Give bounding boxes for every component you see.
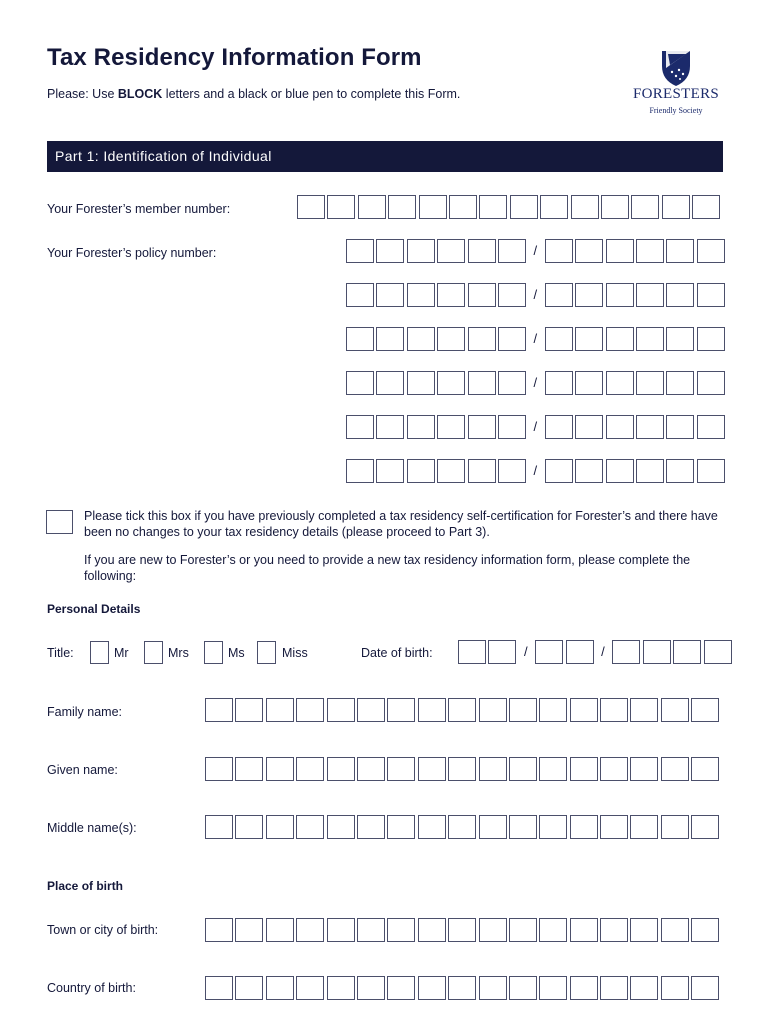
character-box[interactable] [327, 918, 355, 942]
policy-number-box[interactable] [376, 327, 404, 351]
policy-number-row[interactable] [346, 415, 727, 439]
policy-number-row[interactable] [346, 327, 727, 351]
policy-number-box[interactable] [606, 459, 634, 483]
policy-number-label: Your Forester’s policy number: [47, 246, 217, 260]
separator-slash: / [601, 644, 605, 659]
member-number-box[interactable] [631, 195, 659, 219]
policy-number-row[interactable] [346, 283, 727, 307]
character-box[interactable] [539, 698, 567, 722]
character-box[interactable] [691, 918, 719, 942]
character-box[interactable] [357, 815, 385, 839]
member-number-box[interactable] [479, 195, 507, 219]
member-number-box[interactable] [692, 195, 720, 219]
character-box[interactable] [509, 698, 537, 722]
policy-number-box[interactable] [545, 327, 573, 351]
character-box[interactable] [630, 698, 658, 722]
policy-number-box[interactable] [407, 239, 435, 263]
policy-number-box[interactable] [407, 459, 435, 483]
personal-details-heading: Personal Details [47, 602, 141, 616]
policy-number-box[interactable] [575, 283, 603, 307]
country-boxes[interactable] [205, 976, 722, 1000]
character-box[interactable] [479, 815, 507, 839]
policy-number-box[interactable] [636, 371, 664, 395]
character-box[interactable] [387, 698, 415, 722]
member-number-box[interactable] [510, 195, 538, 219]
character-box[interactable] [600, 918, 628, 942]
policy-number-box[interactable] [407, 415, 435, 439]
policy-number-box[interactable] [376, 283, 404, 307]
town-label: Town or city of birth: [47, 923, 159, 937]
policy-number-box[interactable] [666, 327, 694, 351]
shield-icon [626, 48, 726, 88]
character-box[interactable] [509, 976, 537, 1000]
policy-number-box[interactable] [575, 239, 603, 263]
policy-number-box[interactable] [437, 327, 465, 351]
policy-number-box[interactable] [346, 459, 374, 483]
dob-boxes[interactable] [458, 640, 734, 664]
title-label: Title: [47, 646, 74, 660]
policy-number-box[interactable] [376, 459, 404, 483]
character-box[interactable] [691, 976, 719, 1000]
character-box[interactable] [661, 698, 689, 722]
title-mr-checkbox[interactable] [90, 641, 109, 664]
policy-number-box[interactable] [575, 371, 603, 395]
country-label: Country of birth: [47, 981, 136, 995]
character-box[interactable] [570, 815, 598, 839]
separator-slash: / [533, 287, 538, 302]
dob-year-box[interactable] [643, 640, 671, 664]
policy-number-box[interactable] [697, 415, 725, 439]
character-box[interactable] [266, 976, 294, 1000]
title-ms-checkbox[interactable] [204, 641, 223, 664]
dob-day-box[interactable] [488, 640, 516, 664]
character-box[interactable] [296, 918, 324, 942]
policy-number-box[interactable] [666, 459, 694, 483]
character-box[interactable] [600, 976, 628, 1000]
character-box[interactable] [235, 698, 263, 722]
member-number-box[interactable] [601, 195, 629, 219]
character-box[interactable] [387, 976, 415, 1000]
policy-number-box[interactable] [666, 239, 694, 263]
character-box[interactable] [630, 918, 658, 942]
policy-number-box[interactable] [575, 415, 603, 439]
policy-number-box[interactable] [606, 283, 634, 307]
member-number-box[interactable] [297, 195, 325, 219]
character-box[interactable] [509, 815, 537, 839]
policy-number-box[interactable] [468, 239, 496, 263]
character-box[interactable] [570, 698, 598, 722]
character-box[interactable] [205, 698, 233, 722]
separator-slash: / [523, 644, 528, 659]
character-box[interactable] [448, 757, 476, 781]
character-box[interactable] [630, 815, 658, 839]
member-number-boxes[interactable] [297, 195, 722, 219]
member-number-box[interactable] [571, 195, 599, 219]
character-box[interactable] [539, 976, 567, 1000]
policy-number-box[interactable] [468, 415, 496, 439]
character-box[interactable] [418, 815, 446, 839]
policy-number-box[interactable] [468, 327, 496, 351]
member-number-box[interactable] [358, 195, 386, 219]
policy-number-box[interactable] [437, 239, 465, 263]
policy-number-box[interactable] [468, 283, 496, 307]
character-box[interactable] [266, 698, 294, 722]
policy-number-box[interactable] [697, 371, 725, 395]
character-box[interactable] [387, 757, 415, 781]
dob-month-box[interactable] [535, 640, 563, 664]
separator-slash: / [533, 419, 538, 434]
policy-number-box[interactable] [437, 283, 465, 307]
character-box[interactable] [570, 918, 598, 942]
character-box[interactable] [509, 757, 537, 781]
character-box[interactable] [205, 757, 233, 781]
policy-number-box[interactable] [666, 415, 694, 439]
policy-number-box[interactable] [468, 459, 496, 483]
member-number-box[interactable] [419, 195, 447, 219]
title-mr-label: Mr [114, 646, 129, 660]
character-box[interactable] [691, 815, 719, 839]
dob-year-box[interactable] [612, 640, 640, 664]
policy-number-row[interactable] [346, 239, 727, 263]
character-box[interactable] [327, 815, 355, 839]
logo-wordmark: FORESTERS [632, 86, 720, 102]
dob-year-box[interactable] [704, 640, 732, 664]
policy-number-box[interactable] [498, 371, 526, 395]
policy-number-box[interactable] [346, 327, 374, 351]
character-box[interactable] [661, 757, 689, 781]
character-box[interactable] [630, 976, 658, 1000]
policy-number-box[interactable] [376, 239, 404, 263]
character-box[interactable] [296, 815, 324, 839]
given-name-boxes[interactable] [205, 757, 722, 781]
given-name-label: Given name: [47, 763, 118, 777]
character-box[interactable] [387, 815, 415, 839]
dob-year-box[interactable] [673, 640, 701, 664]
policy-number-box[interactable] [498, 327, 526, 351]
title-ms-label: Ms [228, 646, 245, 660]
policy-number-row[interactable] [346, 459, 727, 483]
policy-number-box[interactable] [545, 459, 573, 483]
policy-number-box[interactable] [346, 283, 374, 307]
member-number-box[interactable] [388, 195, 416, 219]
member-number-box[interactable] [662, 195, 690, 219]
title-miss-label: Miss [282, 646, 308, 660]
policy-number-box[interactable] [697, 283, 725, 307]
title-mrs-label: Mrs [168, 646, 189, 660]
character-box[interactable] [235, 815, 263, 839]
page-title: Tax Residency Information Form [47, 44, 422, 71]
character-box[interactable] [266, 757, 294, 781]
previous-certification-checkbox[interactable] [46, 510, 73, 534]
character-box[interactable] [235, 976, 263, 1000]
policy-number-box[interactable] [636, 327, 664, 351]
character-box[interactable] [661, 815, 689, 839]
dob-label: Date of birth: [361, 646, 433, 660]
policy-number-box[interactable] [545, 371, 573, 395]
title-miss-checkbox[interactable] [257, 641, 276, 664]
character-box[interactable] [448, 918, 476, 942]
character-box[interactable] [630, 757, 658, 781]
character-box[interactable] [327, 757, 355, 781]
policy-number-box[interactable] [346, 371, 374, 395]
character-box[interactable] [418, 757, 446, 781]
character-box[interactable] [418, 698, 446, 722]
character-box[interactable] [205, 918, 233, 942]
character-box[interactable] [691, 698, 719, 722]
character-box[interactable] [327, 976, 355, 1000]
separator-slash: / [533, 243, 538, 258]
character-box[interactable] [539, 757, 567, 781]
character-box[interactable] [387, 918, 415, 942]
character-box[interactable] [235, 918, 263, 942]
character-box[interactable] [448, 815, 476, 839]
character-box[interactable] [570, 976, 598, 1000]
character-box[interactable] [357, 757, 385, 781]
new-member-text: If you are new to Forester’s or you need to provide a new tax residency information form, please complete the following: [84, 553, 691, 583]
policy-number-box[interactable] [468, 371, 496, 395]
policy-number-box[interactable] [697, 239, 725, 263]
character-box[interactable] [661, 976, 689, 1000]
dob-month-box[interactable] [566, 640, 594, 664]
middle-names-boxes[interactable] [205, 815, 722, 839]
character-box[interactable] [539, 918, 567, 942]
character-box[interactable] [296, 976, 324, 1000]
dob-day-box[interactable] [458, 640, 486, 664]
character-box[interactable] [266, 815, 294, 839]
policy-number-box[interactable] [498, 415, 526, 439]
policy-number-row[interactable] [346, 371, 727, 395]
policy-number-box[interactable] [407, 283, 435, 307]
member-number-box[interactable] [327, 195, 355, 219]
policy-number-box[interactable] [575, 327, 603, 351]
policy-number-box[interactable] [498, 239, 526, 263]
character-box[interactable] [296, 698, 324, 722]
character-box[interactable] [357, 918, 385, 942]
foresters-logo [626, 48, 726, 118]
character-box[interactable] [418, 976, 446, 1000]
policy-number-box[interactable] [376, 415, 404, 439]
member-number-box[interactable] [449, 195, 477, 219]
policy-number-box[interactable] [697, 327, 725, 351]
policy-number-box[interactable] [636, 415, 664, 439]
policy-number-box[interactable] [606, 239, 634, 263]
character-box[interactable] [357, 976, 385, 1000]
policy-number-box[interactable] [606, 415, 634, 439]
policy-number-box[interactable] [407, 327, 435, 351]
family-name-label: Family name: [47, 705, 123, 719]
policy-number-box[interactable] [636, 239, 664, 263]
policy-number-box[interactable] [437, 459, 465, 483]
policy-number-box[interactable] [636, 283, 664, 307]
character-box[interactable] [479, 918, 507, 942]
separator-slash: / [533, 463, 538, 478]
part1-banner [47, 141, 723, 172]
policy-number-box[interactable] [545, 415, 573, 439]
policy-number-box[interactable] [666, 283, 694, 307]
character-box[interactable] [600, 757, 628, 781]
policy-number-box[interactable] [437, 415, 465, 439]
character-box[interactable] [479, 757, 507, 781]
policy-number-box[interactable] [606, 327, 634, 351]
instructions: Please: Use BLOCK letters and a black or blue pen to complete this Form. [47, 87, 461, 101]
member-number-label: Your Forester’s member number: [47, 202, 231, 216]
part1-heading: Part 1: Identification of Individual [55, 148, 272, 164]
logo-tagline: Friendly Society [649, 106, 703, 115]
separator-slash: / [533, 375, 538, 390]
character-box[interactable] [691, 757, 719, 781]
town-boxes[interactable] [205, 918, 722, 942]
policy-number-box[interactable] [545, 239, 573, 263]
policy-number-box[interactable] [545, 283, 573, 307]
policy-number-box[interactable] [575, 459, 603, 483]
middle-names-label: Middle name(s): [47, 821, 137, 835]
character-box[interactable] [205, 976, 233, 1000]
character-box[interactable] [235, 757, 263, 781]
character-box[interactable] [448, 698, 476, 722]
policy-number-box[interactable] [606, 371, 634, 395]
policy-number-box[interactable] [666, 371, 694, 395]
character-box[interactable] [570, 757, 598, 781]
character-box[interactable] [448, 976, 476, 1000]
policy-number-box[interactable] [437, 371, 465, 395]
place-of-birth-heading: Place of birth [47, 879, 124, 893]
character-box[interactable] [539, 815, 567, 839]
family-name-boxes[interactable] [205, 698, 722, 722]
character-box[interactable] [600, 698, 628, 722]
policy-number-box[interactable] [697, 459, 725, 483]
character-box[interactable] [479, 698, 507, 722]
policy-number-box[interactable] [376, 371, 404, 395]
policy-number-box[interactable] [346, 239, 374, 263]
character-box[interactable] [418, 918, 446, 942]
member-number-box[interactable] [540, 195, 568, 219]
character-box[interactable] [479, 976, 507, 1000]
policy-number-box[interactable] [346, 415, 374, 439]
title-mrs-checkbox[interactable] [144, 641, 163, 664]
character-box[interactable] [661, 918, 689, 942]
policy-number-box[interactable] [498, 459, 526, 483]
character-box[interactable] [266, 918, 294, 942]
character-box[interactable] [296, 757, 324, 781]
policy-number-box[interactable] [498, 283, 526, 307]
character-box[interactable] [509, 918, 537, 942]
character-box[interactable] [357, 698, 385, 722]
policy-number-box[interactable] [636, 459, 664, 483]
policy-number-box[interactable] [407, 371, 435, 395]
previous-certification-text: Please tick this box if you have previously completed a tax residency self-certification for Forester’s and there have been no changes to your tax residency details (please proceed to Part 3). [84, 509, 718, 539]
character-box[interactable] [205, 815, 233, 839]
character-box[interactable] [600, 815, 628, 839]
separator-slash: / [533, 331, 538, 346]
character-box[interactable] [327, 698, 355, 722]
